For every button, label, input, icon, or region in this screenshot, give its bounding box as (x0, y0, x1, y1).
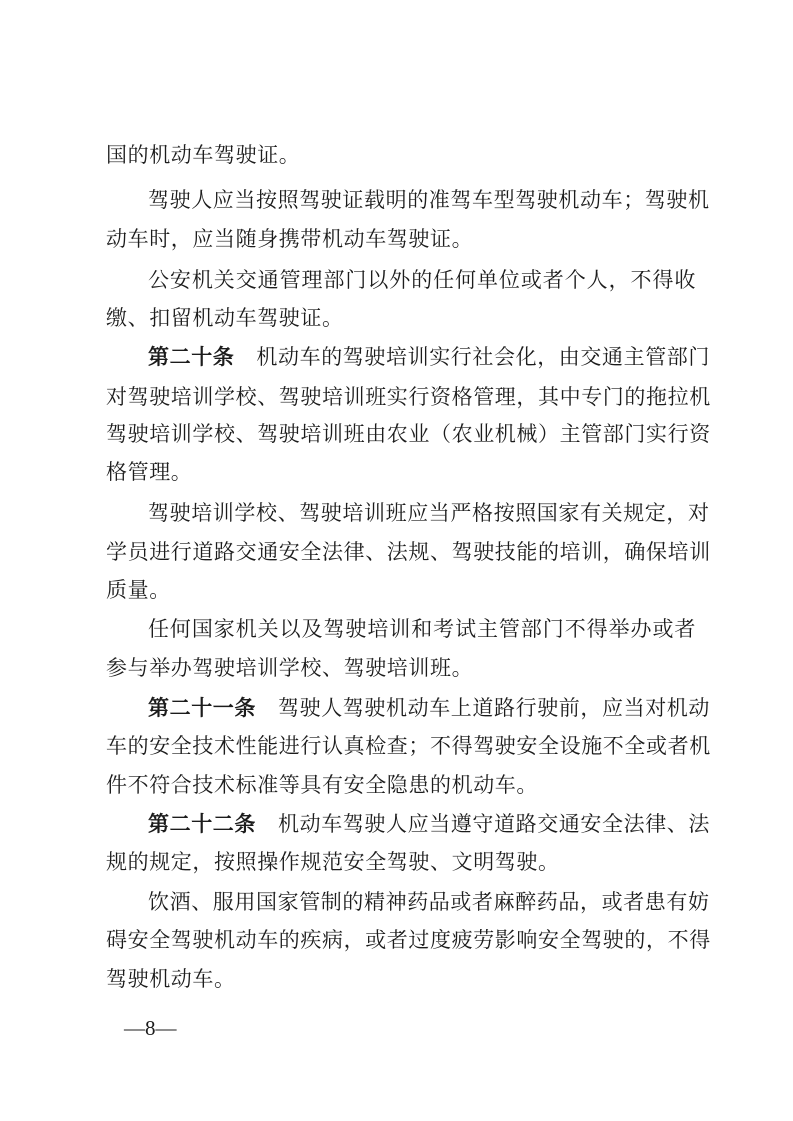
body-line: 驾驶人应当按照驾驶证载明的准驾车型驾驶机动车；驾驶机 (148, 188, 710, 212)
body-line: 饮酒、服用国家管制的精神药品或者麻醉药品，或者患有妨 (148, 890, 710, 914)
body-line: 件不符合技术标准等具有安全隐患的机动车。 (106, 773, 538, 797)
article-22-heading: 第二十二条 (148, 812, 256, 836)
body-line: 车的安全技术性能进行认真检查；不得驾驶安全设施不全或者机 (106, 734, 711, 758)
page-number: —8— (124, 1016, 177, 1040)
body-line: 缴、扣留机动车驾驶证。 (106, 306, 344, 330)
body-line: 国的机动车驾驶证。 (106, 143, 301, 167)
article-21-first-line (148, 690, 710, 726)
body-text: 机动车驾驶人应当遵守道路交通安全法律、法 (278, 812, 710, 836)
article-21-heading: 第二十一条 (148, 696, 256, 720)
body-line: 学员进行道路交通安全法律、法规、驾驶技能的培训，确保培训 (106, 540, 711, 564)
article-20-heading: 第二十条 (148, 345, 235, 369)
body-text: 机动车的驾驶培训实行社会化，由交通主管部门 (256, 345, 711, 369)
article-22-first-line (148, 806, 710, 842)
body-line: 驾驶机动车。 (106, 967, 236, 991)
body-line: 驾驶培训学校、驾驶培训班由农业（农业机械）主管部门实行资 (106, 422, 711, 446)
body-text: 驾驶人驾驶机动车上道路行驶前，应当对机动 (278, 696, 710, 720)
body-line: 质量。 (106, 578, 171, 602)
body-line: 驾驶培训学校、驾驶培训班应当严格按照国家有关规定，对 (148, 501, 710, 525)
body-line: 参与举办驾驶培训学校、驾驶培训班。 (106, 656, 474, 680)
body-line: 规的规定，按照操作规范安全驾驶、文明驾驶。 (106, 850, 560, 874)
body-line: 对驾驶培训学校、驾驶培训班实行资格管理，其中专门的拖拉机 (106, 385, 711, 409)
body-line: 碍安全驾驶机动车的疾病，或者过度疲劳影响安全驾驶的，不得 (106, 928, 711, 952)
body-line: 公安机关交通管理部门以外的任何单位或者个人，不得收 (148, 268, 696, 292)
article-20-first-line (148, 339, 711, 375)
body-line: 动车时，应当随身携带机动车驾驶证。 (106, 227, 474, 251)
body-line: 任何国家机关以及驾驶培训和考试主管部门不得举办或者 (148, 617, 696, 641)
body-line: 格管理。 (106, 460, 193, 484)
